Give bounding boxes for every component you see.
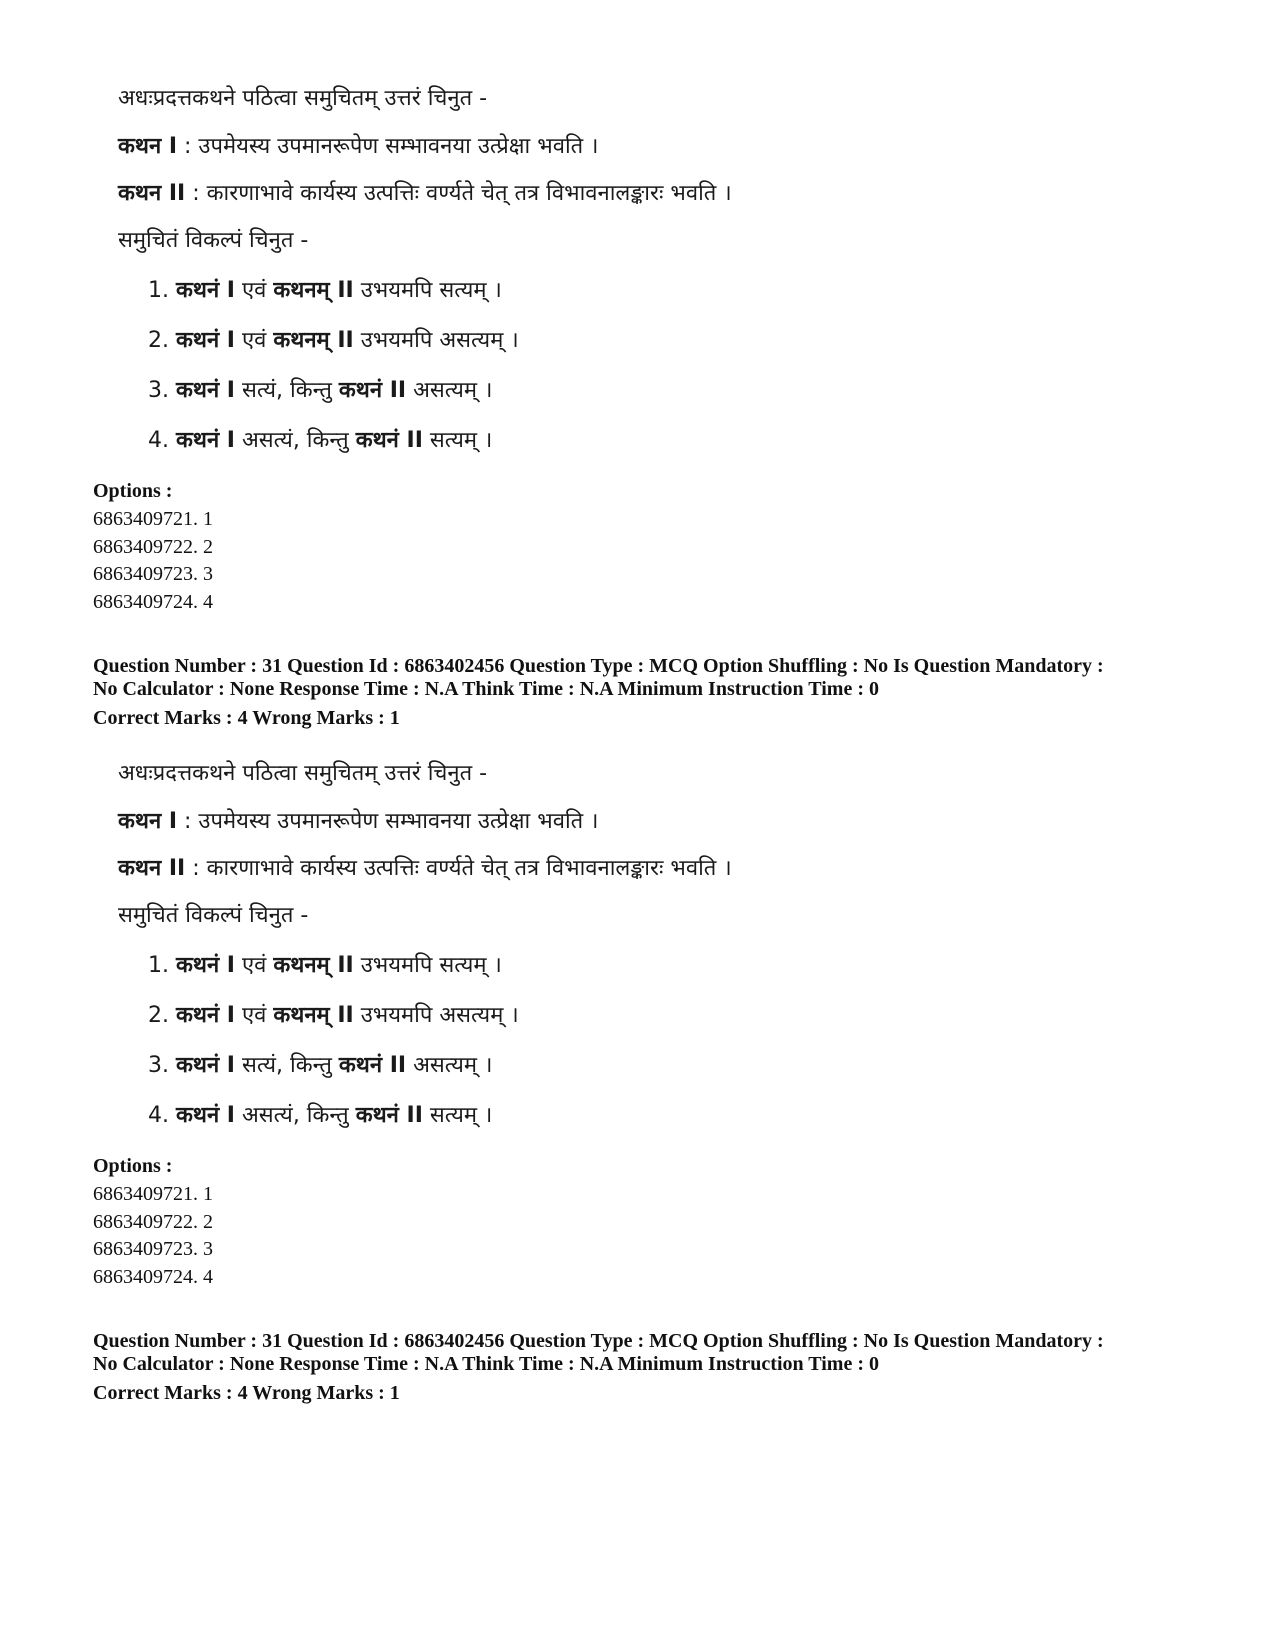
statement-1-label: कथन I xyxy=(118,134,178,159)
statement-2-label: कथन II xyxy=(118,856,186,881)
choice-number: 1. xyxy=(148,278,176,303)
choice-part-c: कथनं II xyxy=(338,378,407,403)
question-intro: अधःप्रदत्तकथने पठित्वा समुचितम् उत्तरं चिनुत - xyxy=(118,86,488,111)
choice-number: 3. xyxy=(148,378,176,403)
statement-2-text: : कारणाभावे कार्यस्य उत्पत्तिः वर्ण्यते चेत् तत्र विभावनालङ्कारः भवति । xyxy=(185,181,732,206)
choice-part-b: एवं xyxy=(235,328,274,353)
statement-1-label: कथन I xyxy=(118,809,178,834)
statement-1 xyxy=(118,805,599,835)
choice-part-c: कथनं II xyxy=(338,1053,407,1078)
option-row-1: 6863409721. 1 xyxy=(93,1183,213,1205)
choice-part-b: एवं xyxy=(235,278,274,303)
statement-1-text: : उपमेयस्य उपमानरूपेण सम्भावनया उत्प्रेक्षा भवति । xyxy=(177,809,599,834)
option-row-4: 6863409724. 4 xyxy=(93,591,213,613)
statement-2 xyxy=(118,852,732,882)
choice-part-d: उभयमपि असत्यम् । xyxy=(353,1003,519,1028)
choice-number: 3. xyxy=(148,1053,176,1078)
option-row-3: 6863409723. 3 xyxy=(93,1238,213,1260)
choice-2 xyxy=(148,324,519,354)
question-intro: अधःप्रदत्तकथने पठित्वा समुचितम् उत्तरं चिनुत - xyxy=(118,761,488,786)
statement-1-text: : उपमेयस्य उपमानरूपेण सम्भावनया उत्प्रेक्षा भवति । xyxy=(177,134,599,159)
question-meta-line-2: No Calculator : None Response Time : N.A Think Time : N.A Minimum Instruction Time : 0 xyxy=(93,678,879,700)
choice-part-c: कथनम् II xyxy=(273,278,354,303)
choice-number: 4. xyxy=(148,1103,176,1128)
question-meta-line-1: Question Number : 31 Question Id : 6863402456 Question Type : MCQ Option Shuffling : No Is Question Mandatory : xyxy=(93,655,1104,677)
choice-3 xyxy=(148,1049,492,1079)
choice-number: 2. xyxy=(148,1003,176,1028)
choice-part-d: असत्यम् । xyxy=(406,1053,493,1078)
choice-number: 2. xyxy=(148,328,176,353)
choice-number: 4. xyxy=(148,428,176,453)
question-marks: Correct Marks : 4 Wrong Marks : 1 xyxy=(93,707,400,729)
choice-4 xyxy=(148,1099,492,1129)
choice-part-a: कथनं I xyxy=(175,328,235,353)
choice-part-a: कथनं I xyxy=(175,378,235,403)
question-meta-line-1: Question Number : 31 Question Id : 6863402456 Question Type : MCQ Option Shuffling : No Is Question Mandatory : xyxy=(93,1330,1104,1352)
choice-part-a: कथनं I xyxy=(175,1053,235,1078)
choice-part-d: असत्यम् । xyxy=(406,378,493,403)
option-row-4: 6863409724. 4 xyxy=(93,1266,213,1288)
choice-part-a: कथनं I xyxy=(175,1003,235,1028)
statement-1 xyxy=(118,130,599,160)
choose-instruction: समुचितं विकल्पं चिनुत - xyxy=(118,228,309,253)
question-marks: Correct Marks : 4 Wrong Marks : 1 xyxy=(93,1382,400,1404)
choice-part-d: सत्यम् । xyxy=(422,1103,493,1128)
statement-2-text: : कारणाभावे कार्यस्य उत्पत्तिः वर्ण्यते चेत् तत्र विभावनालङ्कारः भवति । xyxy=(185,856,732,881)
choice-part-b: असत्यं, किन्तु xyxy=(235,428,356,453)
choice-4 xyxy=(148,424,492,454)
choice-part-c: कथनं II xyxy=(355,428,423,453)
choice-part-b: असत्यं, किन्तु xyxy=(235,1103,356,1128)
choice-part-b: एवं xyxy=(235,953,274,978)
choice-part-a: कथनं I xyxy=(175,428,235,453)
choice-part-b: सत्यं, किन्तु xyxy=(235,378,339,403)
choice-part-d: उभयमपि सत्यम् । xyxy=(353,278,502,303)
option-row-2: 6863409722. 2 xyxy=(93,1211,213,1233)
choice-1 xyxy=(148,949,502,979)
option-row-3: 6863409723. 3 xyxy=(93,563,213,585)
statement-2-label: कथन II xyxy=(118,181,186,206)
choice-part-d: सत्यम् । xyxy=(422,428,493,453)
choice-2 xyxy=(148,999,519,1029)
choice-part-a: कथनं I xyxy=(175,278,235,303)
choice-part-a: कथनं I xyxy=(175,1103,235,1128)
choice-part-d: उभयमपि असत्यम् । xyxy=(353,328,519,353)
options-heading: Options : xyxy=(93,1155,173,1177)
choice-part-a: कथनं I xyxy=(175,953,235,978)
option-row-2: 6863409722. 2 xyxy=(93,536,213,558)
choice-part-b: सत्यं, किन्तु xyxy=(235,1053,339,1078)
statement-2 xyxy=(118,177,732,207)
choice-1 xyxy=(148,274,502,304)
choice-3 xyxy=(148,374,492,404)
choice-number: 1. xyxy=(148,953,176,978)
choice-part-d: उभयमपि सत्यम् । xyxy=(353,953,502,978)
choice-part-c: कथनम् II xyxy=(273,953,354,978)
choice-part-c: कथनं II xyxy=(355,1103,423,1128)
option-row-1: 6863409721. 1 xyxy=(93,508,213,530)
choice-part-c: कथनम् II xyxy=(273,1003,354,1028)
choose-instruction: समुचितं विकल्पं चिनुत - xyxy=(118,903,309,928)
options-heading: Options : xyxy=(93,480,173,502)
choice-part-c: कथनम् II xyxy=(273,328,354,353)
choice-part-b: एवं xyxy=(235,1003,274,1028)
question-meta-line-2: No Calculator : None Response Time : N.A Think Time : N.A Minimum Instruction Time : 0 xyxy=(93,1353,879,1375)
